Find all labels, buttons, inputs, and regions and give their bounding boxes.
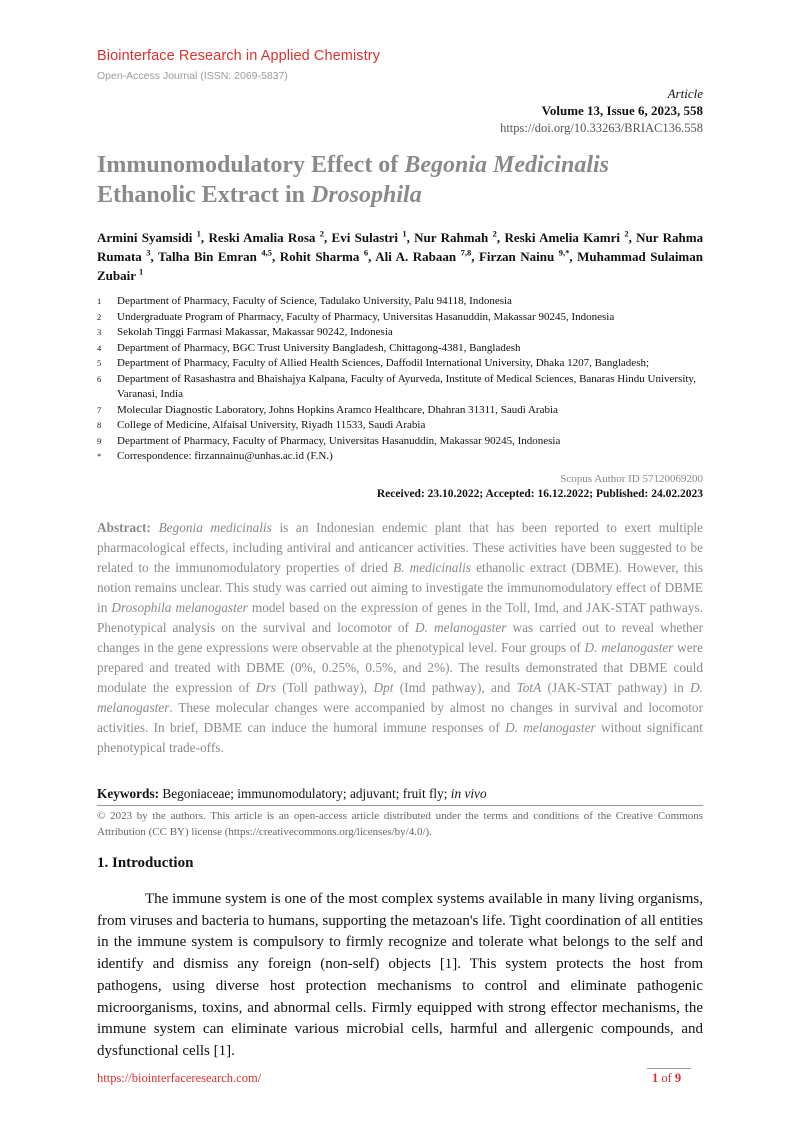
author-affiliation-mark: 6 [363, 247, 369, 258]
abstract-segment: were prepared and treated with DBME (0%, 0.25%, 0.5%, and 2%). The results demonstrated that DBME could modulate the expression of [97, 640, 703, 695]
paper-title [97, 150, 707, 210]
affiliation-number: 5 [97, 358, 102, 368]
author-name: Nur Rahmah [414, 230, 489, 245]
affiliation-number: 9 [97, 435, 102, 446]
abstract-segment [151, 520, 159, 535]
author-name: Evi Sulastri [331, 230, 398, 245]
affiliation-number: 7 [97, 404, 102, 415]
keywords-italic: in vivo [450, 786, 487, 801]
author-affiliation-mark: 2 [319, 228, 324, 239]
author-affiliation-mark: 1 [139, 266, 144, 277]
author-name: Nur Rahma Rumata [97, 230, 704, 264]
affiliation-item [97, 294, 703, 310]
abstract-segment: (JAK-STAT pathway) in [541, 680, 691, 695]
affiliation-number: 3 [97, 327, 102, 337]
author-name: Rohit Sharma [279, 249, 360, 264]
page-of: of [658, 1071, 675, 1085]
keywords-divider [97, 805, 703, 806]
abstract-segment: Drosophila melanogaster [111, 600, 248, 615]
author-name: Ali A. Rabaan [375, 249, 457, 264]
abstract-segment: D. melanogaster [415, 620, 507, 635]
affiliation-text: Undergraduate Program of Pharmacy, Faculty of Pharmacy, Universitas Hasanuddin, Makassar 90245, Indonesia [117, 310, 615, 323]
doi-link[interactable]: https://doi.org/10.33263/BRIAC136.558 [500, 121, 703, 135]
journal-issn: Open-Access Journal (ISSN: 2069-5837) [97, 70, 288, 82]
abstract-segment: is an Indonesian endemic plant that has been reported to exert multiple pharmacological effects, including antiviral and anticancer activities. These activities have been suggested to be related to the immunomodulatory properties of dried [97, 520, 704, 575]
abstract-segment: (Imd pathway), and [393, 680, 517, 695]
abstract-segment: TotA [516, 680, 542, 695]
affiliation-item [97, 403, 703, 419]
footer-divider [647, 1068, 691, 1069]
abstract-segment: Dpt [373, 680, 394, 695]
title-part3: Ethanolic Extract in [97, 182, 311, 208]
article-type: Article [667, 86, 703, 101]
author-affiliation-mark: 9,* [558, 247, 570, 258]
author-affiliation-mark: 1 [196, 228, 201, 239]
abstract-segment: B. medicinalis [393, 560, 471, 575]
author-name: Armini Syamsidi [97, 230, 193, 245]
abstract-segment: Drs [256, 680, 276, 695]
abstract-segment: D. melanogaster [505, 720, 596, 735]
affiliation-text: Correspondence: firzannainu@unhas.ac.id (F.N.) [117, 450, 333, 462]
affiliation-text: Molecular Diagnostic Laboratory, Johns Hopkins Aramco Healthcare, Dhahran 31311, Saudi Arabia [117, 403, 558, 416]
author-name: Firzan Nainu [478, 249, 555, 264]
affiliation-item [97, 434, 703, 450]
abstract-segment: was carried out to reveal whether changes in the gene expressions were observable at the phenotypical level. Four groups of [97, 620, 703, 655]
affiliation-number: 6 [97, 373, 102, 384]
scopus-id: Scopus Author ID 57120069200 [560, 473, 703, 485]
abstract-segment: (Toll pathway), [275, 680, 374, 695]
abstract-segment: without significant phenotypical trade-offs. [97, 720, 703, 755]
keywords-text: Begoniaceae; immunomodulatory; adjuvant; fruit fly; [159, 786, 451, 801]
author-name: Talha Bin Emran [158, 249, 257, 264]
affiliation-text: Department of Pharmacy, Faculty of Science, Tadulako University, Palu 94118, Indonesia [117, 295, 512, 307]
page-total: 9 [674, 1071, 682, 1085]
author-affiliation-mark: 7,8 [460, 247, 472, 258]
affiliation-item [97, 356, 703, 372]
affiliation-text: Department of Rasashastra and Bhaishajya Kalpana, Faculty of Ayurveda, Institute of Medical Sciences, Banaras Hindu University, Varanasi, India [117, 372, 696, 400]
abstract-segment: ethanolic extract (DBME). However, this notion remains unclear. This study was carried out aiming to investigate the immunomodulatory effect of DBME in [97, 560, 704, 615]
intro-paragraph: The immune system is one of the most complex systems available in many living organisms, from viruses and bacteria to humans, supporting the metazoan's life. Tight coordination of all entities in the immune system is compulsory to firmly recognize and tolerate what belongs to the self and identify and dismiss any foreign (non-self) objects [1]. This system protects the host from pathogens, using diverse host protection mechanisms to control and eliminate pathogenic microorganisms, toxins, and abnormal cells. Firmly equipped with strong effector mechanisms, the immune system can eliminate various microbial cells, harmful and allergenic compounds, and dysfunctional cells [1]. [97, 891, 703, 1059]
affiliation-text: Sekolah Tinggi Farmasi Makassar, Makassar 90242, Indonesia [117, 326, 393, 338]
affiliation-text: Department of Pharmacy, Faculty of Allied Health Sciences, Daffodil International University, Dhaka 1207, Bangladesh; [117, 357, 650, 369]
author-affiliation-mark: 3 [146, 247, 151, 258]
publication-dates: Received: 23.10.2022; Accepted: 16.12.2022; Published: 24.02.2023 [376, 488, 703, 500]
affiliation-item [97, 418, 703, 434]
author-name: Reski Amalia Rosa [208, 230, 316, 245]
affiliation-item [97, 325, 703, 341]
abstract-segment: D. melanogaster [584, 640, 674, 655]
affiliation-text: Department of Pharmacy, BGC Trust University Bangladesh, Chittagong-4381, Bangladesh [117, 341, 521, 354]
affiliation-list [97, 294, 703, 465]
abstract-segment: . These molecular changes were accompanied by almost no changes in survival and locomotor activities. In brief, DBME can induce the humoral immune responses of [97, 700, 703, 735]
affiliation-item [97, 372, 703, 403]
footer-url[interactable]: https://biointerfaceresearch.com/ [97, 1071, 262, 1085]
author-affiliation-mark: 2 [492, 228, 497, 239]
author-name: Muhammad Sulaiman Zubair [97, 249, 703, 283]
affiliation-text: College of Medicine, Alfaisal University, Riyadh 11533, Saudi Arabia [117, 419, 426, 431]
affiliation-number: * [97, 451, 102, 461]
abstract-segment: D. melanogaster [97, 680, 704, 715]
affiliation-item [97, 310, 703, 326]
affiliation-item [97, 449, 703, 465]
abstract-label: Abstract: [97, 520, 151, 535]
keywords-label: Keywords: [97, 786, 160, 801]
affiliation-number: 1 [97, 296, 102, 306]
abstract-segment: model based on the expression of genes in the Toll, Imd, and JAK-STAT pathways. Phenotypical analysis on the survival and locomotor of [97, 600, 703, 635]
abstract [97, 518, 703, 758]
author-affiliation-mark: 4,5 [261, 247, 273, 258]
license-text: © 2023 by the authors. This article is an open-access article distributed under the terms and conditions of the Creative Commons Attribution (CC BY) license (https://creativecommons.org/licenses/by/4.0/). [97, 810, 703, 838]
page-number [652, 1071, 681, 1086]
title-part4: Drosophila [311, 182, 422, 208]
author-affiliation-mark: 2 [624, 228, 629, 239]
abstract-segment: Begonia medicinalis [158, 520, 272, 535]
author-list: Armini Syamsidi $^1$, Reski Amalia Rosa $^2$, Evi Sulastri $^1$, Nur Rahmah $^2$, Reski Amelia Kamri $^2$, Nur Rahma Rumata $^3$, Talha Bin Emran $^{4,5}$, Rohit Sharma $^6$, Ali A. Rabaan $^{7,8}$, Firzan Nainu $^{9,*}$, Muhammad Sulaiman Zubair $^1$ [97, 228, 704, 283]
author-name: Reski Amelia Kamri [504, 230, 620, 245]
title-part1: Immunomodulatory Effect of [97, 152, 405, 178]
volume-info: Volume 13, Issue 6, 2023, 558 [541, 103, 703, 118]
affiliation-text: Department of Pharmacy, Faculty of Pharmacy, Universitas Hasanuddin, Makassar 90245, Indonesia [117, 434, 561, 447]
affiliation-number: 8 [97, 420, 102, 430]
author-affiliation-mark: 1 [402, 228, 407, 239]
page-current: 1 [652, 1071, 659, 1085]
section-heading: 1. Introduction [97, 855, 194, 871]
affiliation-number: 4 [97, 342, 102, 353]
affiliation-number: 2 [97, 311, 102, 322]
title-part2: Begonia Medicinalis [404, 152, 609, 178]
affiliation-item [97, 341, 703, 357]
keywords [97, 786, 703, 802]
journal-name: Biointerface Research in Applied Chemistry [97, 48, 381, 64]
